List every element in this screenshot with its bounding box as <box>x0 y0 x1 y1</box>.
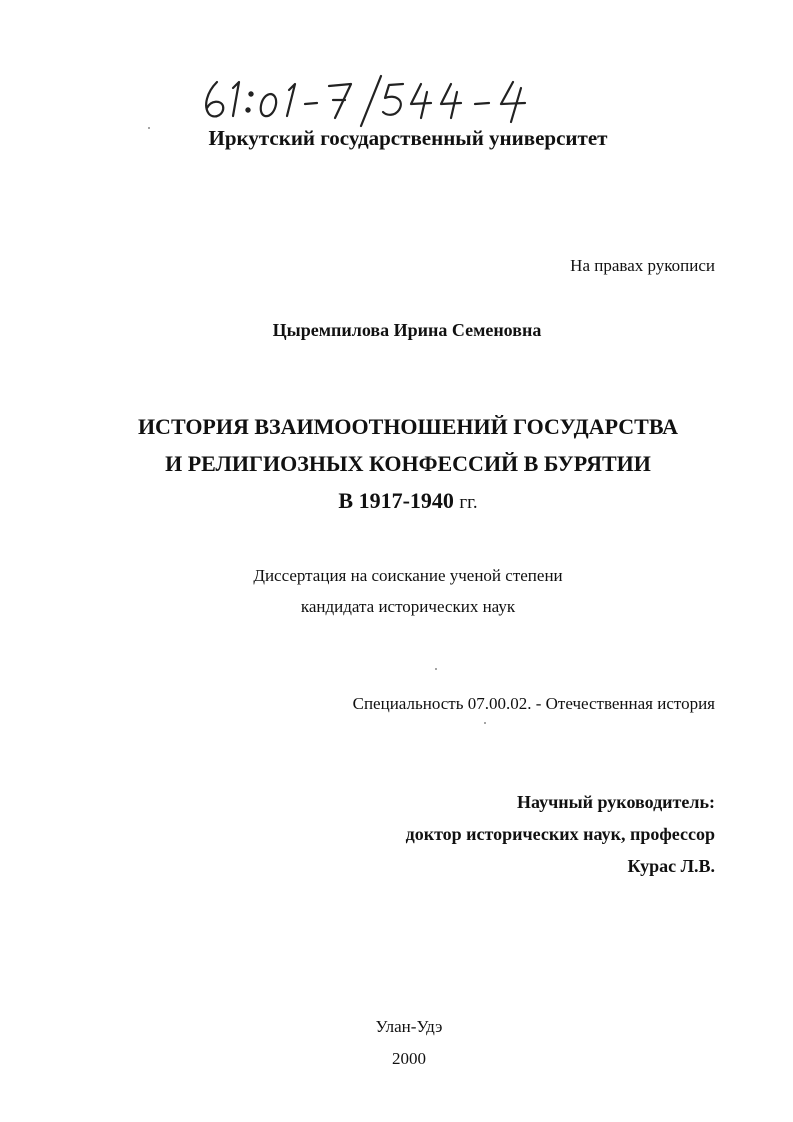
dissertation-title-line-2: И РЕЛИГИОЗНЫХ КОНФЕССИЙ В БУРЯТИИ <box>165 451 651 476</box>
city: Улан-Удэ <box>375 1017 443 1036</box>
advisor-degree: доктор исторических наук, профессор <box>405 824 715 844</box>
handwritten-catalog-number-drawing <box>195 70 555 130</box>
dissertation-title-line-1: ИСТОРИЯ ВЗАИМООТНОШЕНИЙ ГОСУДАРСТВА <box>137 414 679 439</box>
manuscript-rights-note: На правах рукописи <box>570 256 715 275</box>
university-name: Иркутский государственный университет <box>208 126 608 150</box>
advisor-label: Научный руководитель: <box>517 792 715 812</box>
author-name: Цыремпилова Ирина Семеновна <box>272 320 542 340</box>
handwritten-catalog-number <box>195 70 555 130</box>
degree-statement-line-1: Диссертация на соискание ученой степени <box>253 566 563 585</box>
scan-speck <box>148 127 150 129</box>
advisor-name: Курас Л.В. <box>627 856 715 876</box>
specialty: Специальность 07.00.02. - Отечественная история <box>352 694 715 713</box>
year: 2000 <box>392 1049 426 1068</box>
title-years-suffix: гг. <box>459 492 478 513</box>
title-years: В 1917-1940 <box>338 488 454 513</box>
dissertation-title-line-3 <box>0 488 793 514</box>
scan-speck <box>484 722 486 724</box>
degree-statement-line-2: кандидата исторических наук <box>300 597 516 616</box>
scan-speck <box>435 668 437 670</box>
